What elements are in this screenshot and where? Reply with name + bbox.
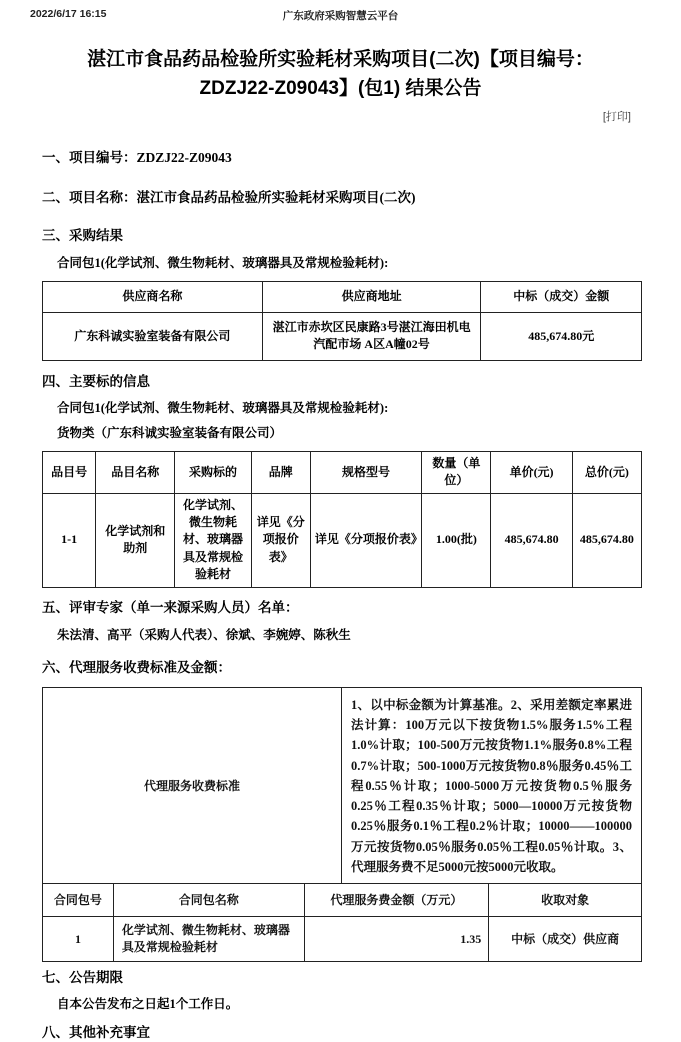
supplier-address-header: 供应商地址 — [262, 281, 481, 312]
procurement-subject-cell: 化学试剂、微生物耗材、玻璃器具及常规检验耗材 — [175, 493, 251, 587]
quantity-header: 数量（单位） — [422, 451, 491, 493]
award-amount-header: 中标（成交）金额 — [481, 281, 642, 312]
expert-names: 朱法清、高平（采购人代表）、徐斌、李婉婷、陈秋生 — [57, 627, 351, 642]
contract-package-note: 合同包1(化学试剂、微生物耗材、玻璃器具及常规检验耗材): — [57, 400, 389, 415]
section-project-number: 一、项目编号：ZDZJ22-Z09043 — [42, 149, 232, 165]
section-procurement-result: 三、采购结果 — [42, 227, 123, 243]
item-name-header: 品目名称 — [96, 451, 175, 493]
platform-name: 广东政府采购智慧云平台 — [282, 10, 399, 22]
fee-header-row — [43, 884, 641, 917]
goods-category-note: 货物类（广东科诚实验室装备有限公司） — [57, 425, 283, 440]
agency-fee-amount-cell: 1.35 — [305, 917, 490, 961]
fee-payer-cell: 中标（成交）供应商 — [511, 931, 620, 946]
print-button[interactable]: [打印] — [602, 110, 631, 123]
item-name-cell: 化学试剂和助剂 — [96, 493, 175, 587]
supplier-name-cell: 广东科诚实验室装备有限公司 — [43, 312, 263, 360]
brand-cell: 详见《分项报价表》 — [251, 493, 310, 587]
table-row — [43, 493, 642, 587]
agency-fee-table — [42, 687, 642, 963]
brand-header: 品牌 — [251, 451, 310, 493]
page-timestamp: 2022/6/17 16:15 — [30, 8, 107, 20]
total-price-header: 总价(元) — [572, 451, 641, 493]
print-row — [0, 108, 681, 124]
procurement-subject-header: 采购标的 — [175, 451, 251, 493]
award-amount-cell: 485,674.80元 — [481, 312, 642, 360]
spec-model-header: 规格型号 — [310, 451, 421, 493]
announcement-period-note: 自本公告发布之日起1个工作日。 — [57, 997, 239, 1012]
table-header-row — [43, 281, 642, 312]
fee-data-row — [43, 917, 641, 961]
supplier-table — [42, 281, 642, 361]
fee-payer-header: 收取对象 — [489, 884, 641, 917]
unit-price-cell: 485,674.80 — [491, 493, 572, 587]
contract-package-note: 合同包1(化学试剂、微生物耗材、玻璃器具及常规检验耗材): — [57, 255, 389, 270]
package-no-cell: 1 — [43, 917, 114, 961]
quantity-cell: 1.00(批) — [422, 493, 491, 587]
section-project-name: 二、项目名称：湛江市食品药品检验所实验耗材采购项目(二次) — [42, 189, 416, 205]
supplier-name-header: 供应商名称 — [43, 281, 263, 312]
items-table — [42, 451, 642, 588]
item-no-header: 品目号 — [43, 451, 96, 493]
fee-standard-row — [43, 688, 641, 885]
section-announcement-period: 七、公告期限 — [42, 970, 123, 986]
fee-standard-label-cell: 代理服务收费标准 — [43, 688, 342, 884]
agency-fee-amount-header: 代理服务费金额（万元） — [305, 884, 490, 917]
section-agency-fee: 六、代理服务收费标准及金额： — [42, 659, 231, 675]
section-main-subject-info: 四、主要标的信息 — [42, 373, 150, 389]
package-no-header: 合同包号 — [43, 884, 114, 917]
page-title: 湛江市食品药品检验所实验耗材采购项目(二次)【项目编号：ZDZJ22-Z09043】(包1) 结果公告 — [87, 49, 594, 100]
announcement-body — [42, 148, 642, 1042]
section-review-experts: 五、评审专家（单一来源采购人员）名单： — [42, 599, 299, 615]
print-header-bar — [0, 0, 681, 23]
total-price-cell: 485,674.80 — [572, 493, 641, 587]
section-other-matters: 八、其他补充事宜 — [42, 1025, 150, 1041]
package-name-cell: 化学试剂、微生物耗材、玻璃器具及常规检验耗材 — [114, 917, 305, 961]
fee-standard-text-cell: 1、以中标金额为计算基准。2、采用差额定率累进法计算：100万元以下按货物1.5%服务1.5%工程1.0%计取；100-500万元按货物1.1%服务0.8%工程0.7%计取；500-1000万元按货物0.8％服务0.45％工程0.55％计取；1000-5000万元按货物0.5％服务0.25％工程0.35％计取；5000—10000万元按货物0.25％服务0.1％工程0.2％计取；10000——100000万元按货物0.05％服务0.05％工程0.05％计取。3、代理服务费不足5000元按5000元收取。 — [351, 697, 632, 874]
package-name-header: 合同包名称 — [114, 884, 305, 917]
table-row — [43, 312, 642, 360]
supplier-address-cell: 湛江市赤坎区民康路3号湛江海田机电汽配市场 A区A幢02号 — [262, 312, 481, 360]
spec-model-cell: 详见《分项报价表》 — [310, 493, 421, 587]
item-no-cell: 1-1 — [43, 493, 96, 587]
unit-price-header: 单价(元) — [491, 451, 572, 493]
table-header-row — [43, 451, 642, 493]
